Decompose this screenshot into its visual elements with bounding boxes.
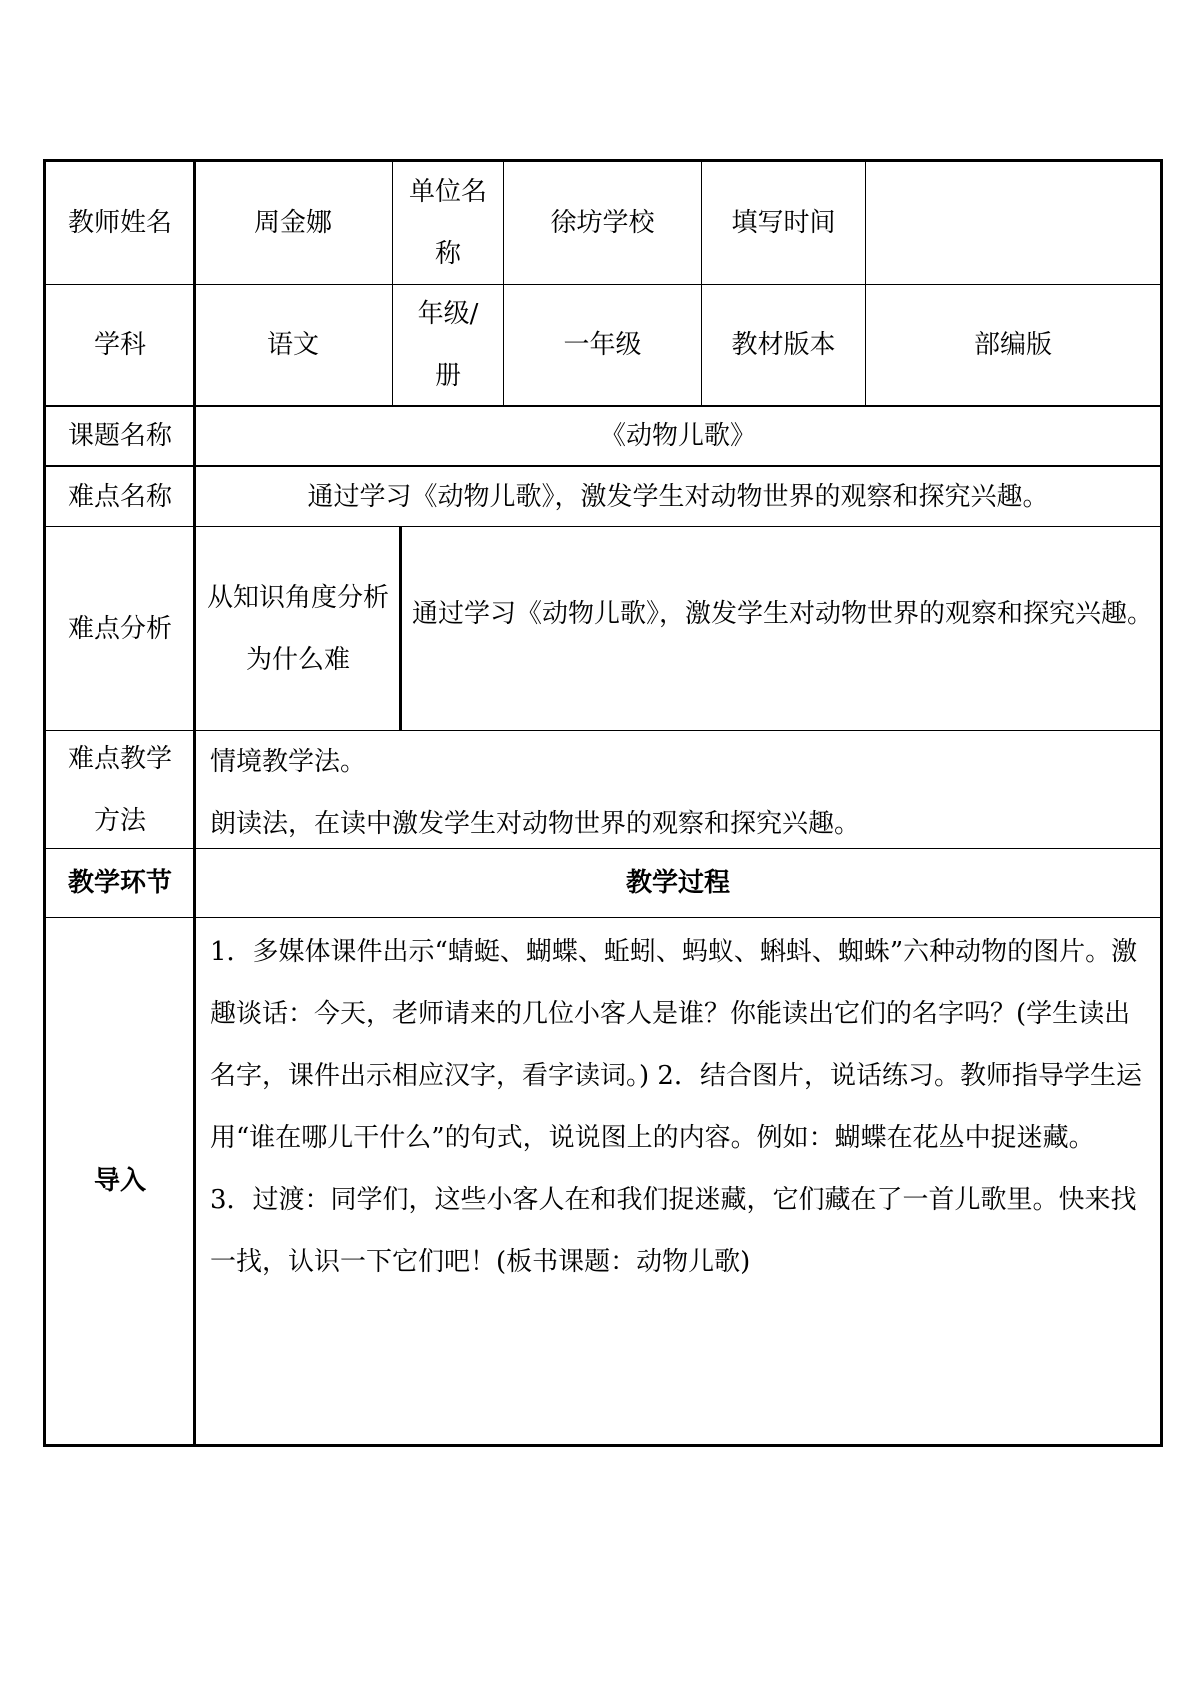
- difficulty-label: 难点名称: [67, 481, 172, 512]
- textbook-edition-label: 教材版本: [731, 330, 836, 360]
- textbook-edition-value: 部编版: [973, 330, 1052, 360]
- method-content: [210, 731, 1150, 848]
- column-divider: [392, 162, 393, 405]
- unit-name-label: 单位名称: [408, 177, 487, 269]
- teaching-stage-header: 教学环节: [67, 868, 172, 898]
- difficulty-value: 通过学习《动物儿歌》，激发学生对动物世界的观察和探究兴趣。: [307, 481, 1049, 512]
- subject-label: 学科: [93, 330, 146, 360]
- teaching-process-header: 教学过程: [625, 868, 730, 898]
- column-divider: [399, 526, 402, 730]
- topic-label: 课题名称: [67, 421, 172, 451]
- fill-date-value: [866, 162, 1160, 284]
- intro-stage-label: 导入: [93, 1166, 146, 1196]
- lesson-plan-table: [43, 159, 1163, 1447]
- intro-content: [210, 918, 1152, 1444]
- grade-value: 一年级: [563, 330, 642, 360]
- topic-value: 《动物儿歌》: [599, 421, 756, 451]
- analysis-label: 难点分析: [67, 613, 172, 644]
- analysis-sub-label: 从知识角度分析为什么难: [206, 582, 389, 675]
- grade-volume-label: 年级/册: [417, 299, 479, 391]
- intro-paragraph: 3．过渡：同学们，这些小客人在和我们捉迷藏，它们藏在了一首儿歌里。快来找一找，认识一下它们吧！(板书课题：动物儿歌): [210, 1185, 1137, 1277]
- method-label: 难点教学方法: [67, 743, 172, 836]
- method-line: 情境教学法。: [210, 747, 367, 777]
- teacher-name-value: 周金娜: [253, 208, 332, 238]
- fill-date-label: 填写时间: [731, 208, 836, 238]
- unit-name-value: 徐坊学校: [550, 208, 655, 238]
- intro-paragraph: 1．多媒体课件出示“蜻蜓、蝴蝶、蚯蚓、蚂蚁、蝌蚪、蜘蛛”六种动物的图片。激趣谈话：今天，老师请来的几位小客人是谁？你能读出它们的名字吗？(学生读出名字，课件出示相应汉字，看字读词。) 2．结合图片，说话练习。教师指导学生运用“谁在哪儿干什么”的句式，说说图上的内容。例如：蝴蝶在花丛中捉迷藏。: [210, 937, 1142, 1153]
- method-line: 朗读法，在读中激发学生对动物世界的观察和探究兴趣。: [210, 809, 861, 839]
- analysis-value: 通过学习《动物儿歌》，激发学生对动物世界的观察和探究兴趣。: [412, 598, 1154, 629]
- teacher-name-label: 教师姓名: [67, 208, 172, 238]
- subject-value: 语文: [266, 330, 319, 360]
